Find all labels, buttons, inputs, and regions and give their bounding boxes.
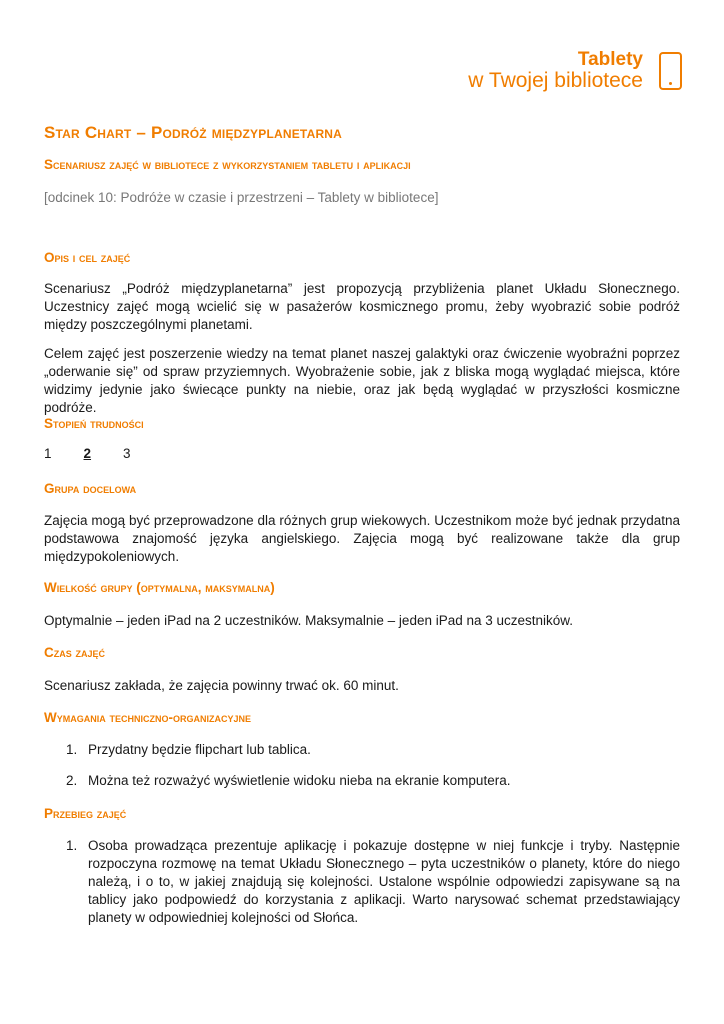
opis-paragraph-1: Scenariusz „Podróż międzyplanetarna” jest propozycją przybliżenia planet Układu Słonecznego. Uczestnicy zajęć mogą wcielić się w pasażerów kosmicznego promu, żeby wyobrazić sobie podróż między poszczególnymi planetami. [44, 281, 680, 332]
header-logo [468, 50, 682, 92]
difficulty-level-selected: 2 [83, 446, 92, 461]
opis-paragraph-2: Celem zajęć jest poszerzenie wiedzy na temat planet naszej galaktyki oraz ćwiczenie wyobraźni poprzez „oderwanie się” od spraw przyziemnych. Wyobrażenie sobie, jak z bliska mogą wyglądać miejsca, które widzimy jedynie jako świecące punkty na niebie, oraz jak będą wyglądać w przyszłości kosmiczne podróże. [44, 346, 680, 415]
section-heading-czas: Czas zajęć [44, 645, 106, 660]
section-heading-przebieg: Przebieg zajęć [44, 806, 127, 821]
czas-paragraph: Scenariusz zakłada, że zajęcia powinny trwać ok. 60 minut. [44, 678, 399, 693]
document-subtitle: Scenariusz zajęć w bibliotece z wykorzystaniem tabletu i aplikacji [44, 157, 411, 172]
list-item [44, 837, 680, 927]
section-heading-wielkosc: Wielkość grupy (optymalna, maksymalna) [44, 580, 275, 595]
list-text: Osoba prowadząca prezentuje aplikację i pokazuje dostępne w niej funkcje i tryby. Następnie rozpoczyna rozmowę na temat Układu Słonecznego – pyta uczestników o planety, które do niego należą, i o to, w jakiej znajdują się kolejności. Ustalone wspólnie odpowiedzi zapisywane są na tablicy jako podpowiedź do korzystania z aplikacji. Warto narysować schemat przedstawiający planety w odpowiedniej kolejności od Słońca. [88, 838, 680, 925]
list-number: 1. [66, 742, 78, 757]
section-heading-stopien: Stopień trudności [44, 416, 144, 431]
wielkosc-paragraph: Optymalnie – jeden iPad na 2 uczestników. Maksymalnie – jeden iPad na 3 uczestników. [44, 613, 574, 628]
list-item [44, 772, 680, 790]
logo-line-1: Tablety [577, 49, 643, 70]
list-number: 2. [66, 773, 78, 788]
difficulty-level: 1 [44, 446, 52, 461]
logo-text [468, 50, 643, 92]
section-heading-opis: Opis i cel zajęć [44, 250, 131, 265]
tablet-icon [659, 52, 682, 90]
section-heading-wymagania: Wymagania techniczno-organizacyjne [44, 710, 251, 725]
document-title: Star Chart – Podróż międzyplanetarna [44, 123, 343, 142]
list-text: Przydatny będzie flipchart lub tablica. [88, 742, 311, 757]
difficulty-level: 3 [123, 446, 131, 461]
list-text: Można też rozważyć wyświetlenie widoku nieba na ekranie komputera. [88, 773, 511, 788]
logo-line-2: w Twojej bibliotece [468, 68, 643, 92]
difficulty-levels [44, 446, 163, 461]
grupa-paragraph: Zajęcia mogą być przeprowadzone dla różnych grup wiekowych. Uczestnikom może być jednak przydatna podstawowa znajomość języka angielskiego. Zajęcia mogą być realizowane także dla grup międzypokoleniowych. [44, 513, 680, 564]
episode-note: [odcinek 10: Podróże w czasie i przestrzeni – Tablety w bibliotece] [44, 190, 439, 205]
list-number: 1. [66, 838, 78, 853]
list-item [44, 741, 680, 759]
section-heading-grupa: Grupa docelowa [44, 481, 137, 496]
